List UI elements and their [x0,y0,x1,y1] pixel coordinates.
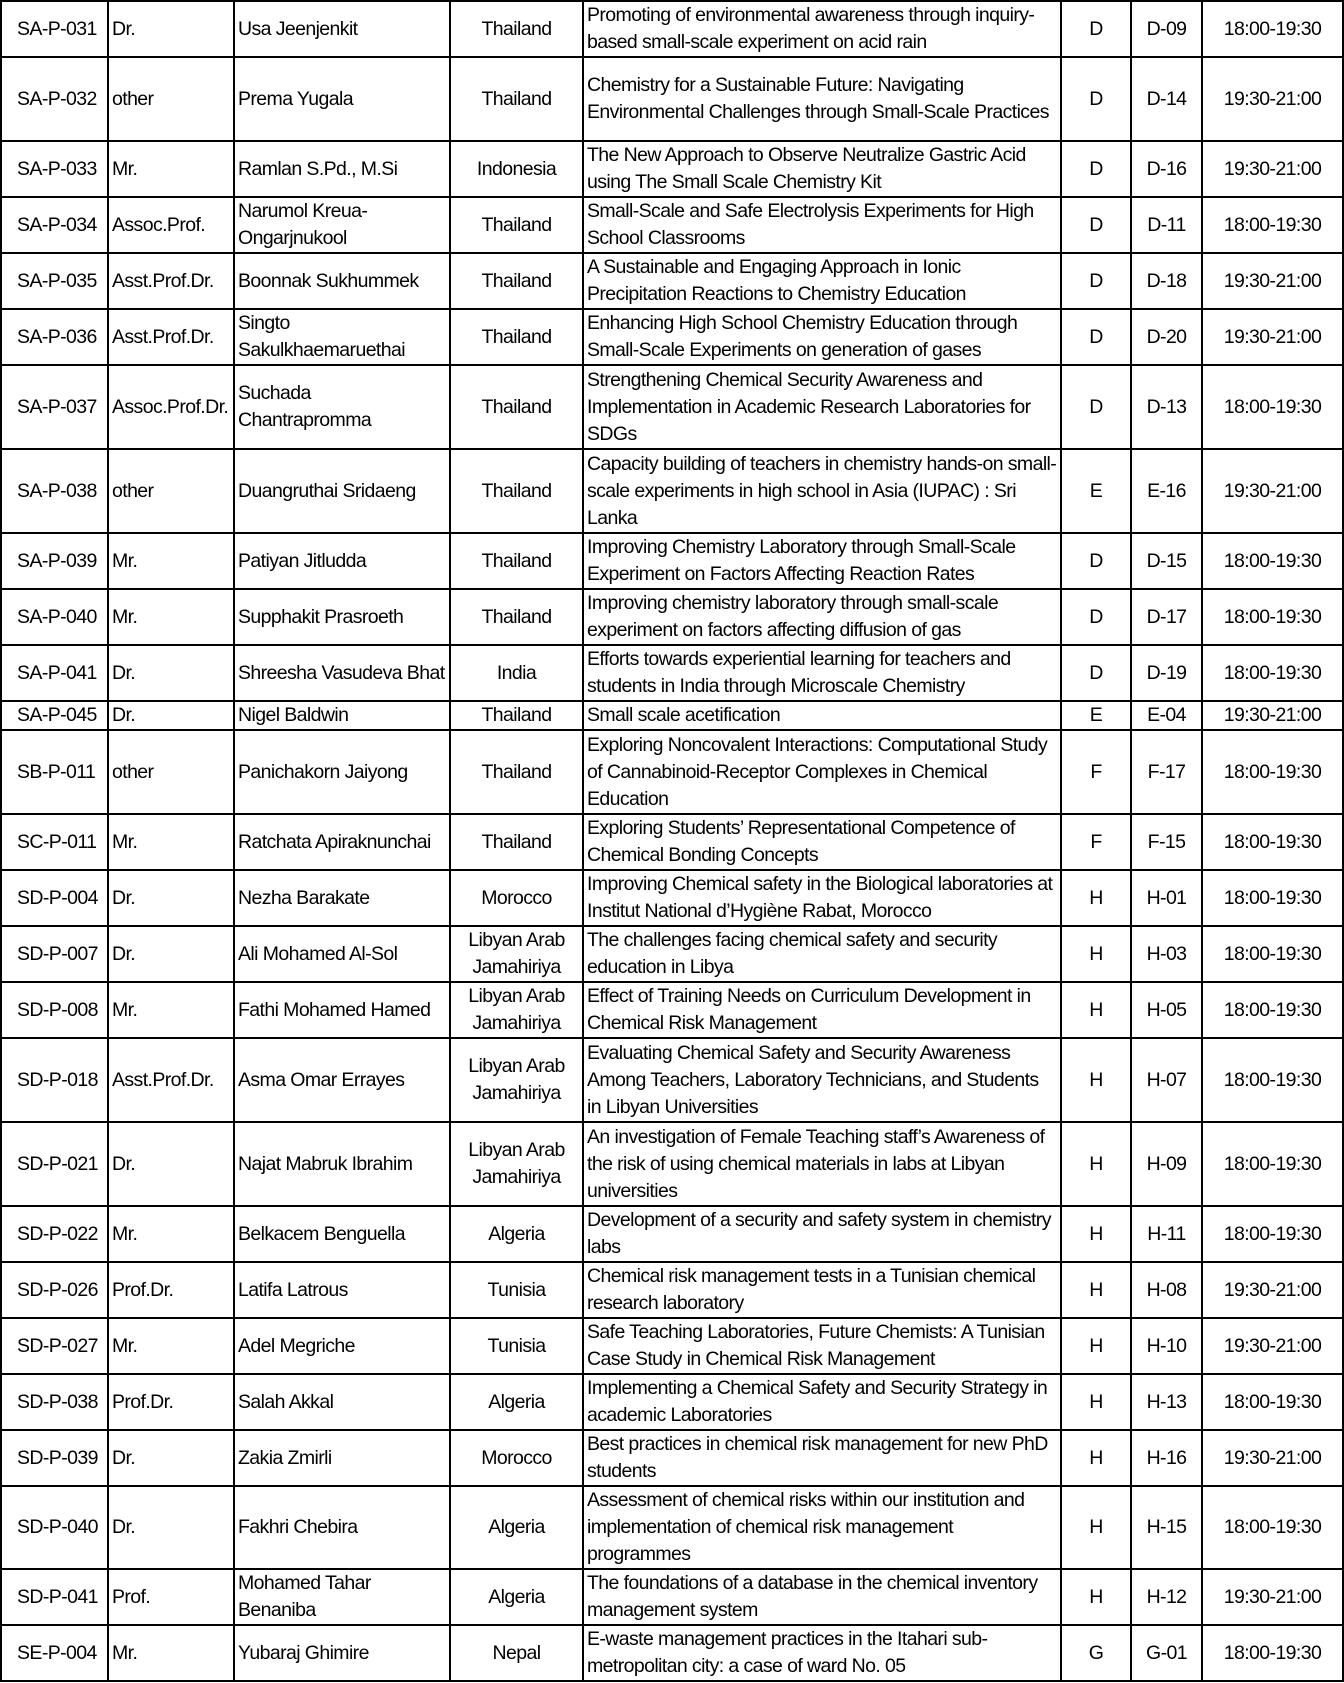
zone: D [1061,57,1131,141]
country: Libyan Arab Jamahiriya [450,1038,583,1122]
presenter-name: Suchada Chantrapromma [234,365,450,449]
presentation-topic: Safe Teaching Laboratories, Future Chemists: A Tunisian Case Study in Chemical Risk Management [583,1318,1061,1374]
table-row [1,1,1343,57]
presenter-name: Supphakit Prasroeth [234,589,450,645]
presenter-title: Prof.Dr. [108,1262,234,1318]
presenter-title: Assoc.Prof.Dr. [108,365,234,449]
poster-code: SB-P-011 [1,730,108,814]
country: Thailand [450,730,583,814]
country: Nepal [450,1625,583,1681]
presenter-name: Yubaraj Ghimire [234,1625,450,1681]
board-number: H-07 [1131,1038,1202,1122]
presentation-topic: Chemical risk management tests in a Tunisian chemical research laboratory [583,1262,1061,1318]
presenter-name: Narumol Kreua-Ongarjnukool [234,197,450,253]
presenter-title: Assoc.Prof. [108,197,234,253]
presentation-topic: An investigation of Female Teaching staff’s Awareness of the risk of using chemical materials in labs at Libyan universities [583,1122,1061,1206]
presentation-topic: Exploring Students’ Representational Competence of Chemical Bonding Concepts [583,814,1061,870]
board-number: D-15 [1131,533,1202,589]
table-row [1,645,1343,701]
presenter-name: Ramlan S.Pd., M.Si [234,141,450,197]
session-time: 19:30-21:00 [1202,1262,1343,1318]
session-time: 18:00-19:30 [1202,1038,1343,1122]
poster-code: SD-P-008 [1,982,108,1038]
presentation-topic: Improving Chemical safety in the Biological laboratories at Institut National d’Hygiène Rabat, Morocco [583,870,1061,926]
zone: H [1061,1486,1131,1569]
poster-code: SD-P-021 [1,1122,108,1206]
country: Tunisia [450,1318,583,1374]
country: Thailand [450,589,583,645]
board-number: H-11 [1131,1206,1202,1262]
presentation-topic: Chemistry for a Sustainable Future: Navigating Environmental Challenges through Small-Scale Practices [583,57,1061,141]
country: Libyan Arab Jamahiriya [450,926,583,982]
table-body [1,1,1343,1681]
poster-code: SA-P-032 [1,57,108,141]
presentation-topic: The challenges facing chemical safety and security education in Libya [583,926,1061,982]
presenter-title: Mr. [108,1318,234,1374]
presentation-topic: Development of a security and safety system in chemistry labs [583,1206,1061,1262]
presentation-topic: Capacity building of teachers in chemistry hands-on small-scale experiments in high school in Asia (IUPAC) : Sri Lanka [583,449,1061,533]
table-row [1,533,1343,589]
board-number: H-03 [1131,926,1202,982]
presentation-topic: Evaluating Chemical Safety and Security Awareness Among Teachers, Laboratory Technicians, and Students in Libyan Universities [583,1038,1061,1122]
zone: H [1061,982,1131,1038]
session-time: 19:30-21:00 [1202,253,1343,309]
zone: D [1061,141,1131,197]
country: Libyan Arab Jamahiriya [450,982,583,1038]
session-time: 19:30-21:00 [1202,141,1343,197]
table-row [1,1569,1343,1625]
board-number: H-05 [1131,982,1202,1038]
board-number: E-04 [1131,701,1202,730]
board-number: H-01 [1131,870,1202,926]
board-number: D-14 [1131,57,1202,141]
presenter-title: Mr. [108,814,234,870]
presenter-title: other [108,730,234,814]
session-time: 18:00-19:30 [1202,1374,1343,1430]
country: Thailand [450,309,583,365]
presenter-name: Panichakorn Jaiyong [234,730,450,814]
table-row [1,57,1343,141]
zone: D [1061,365,1131,449]
country: Thailand [450,449,583,533]
session-time: 18:00-19:30 [1202,645,1343,701]
table-row [1,1262,1343,1318]
poster-code: SA-P-036 [1,309,108,365]
poster-code: SA-P-034 [1,197,108,253]
board-number: H-10 [1131,1318,1202,1374]
poster-code: SA-P-033 [1,141,108,197]
poster-code: SE-P-004 [1,1625,108,1681]
zone: H [1061,1430,1131,1486]
board-number: D-17 [1131,589,1202,645]
zone: H [1061,1569,1131,1625]
presentation-topic: A Sustainable and Engaging Approach in Ionic Precipitation Reactions to Chemistry Education [583,253,1061,309]
table-row [1,1122,1343,1206]
presenter-name: Patiyan Jitludda [234,533,450,589]
country: Thailand [450,814,583,870]
session-time: 18:00-19:30 [1202,982,1343,1038]
table-row [1,1318,1343,1374]
presenter-title: Prof. [108,1569,234,1625]
presenter-title: Prof.Dr. [108,1374,234,1430]
country: Algeria [450,1374,583,1430]
presentation-topic: The New Approach to Observe Neutralize Gastric Acid using The Small Scale Chemistry Kit [583,141,1061,197]
table-row [1,870,1343,926]
table-row [1,197,1343,253]
presenter-title: other [108,449,234,533]
session-time: 19:30-21:00 [1202,309,1343,365]
presenter-name: Usa Jeenjenkit [234,1,450,57]
poster-code: SD-P-027 [1,1318,108,1374]
zone: H [1061,1206,1131,1262]
zone: H [1061,1262,1131,1318]
board-number: D-18 [1131,253,1202,309]
poster-code: SD-P-007 [1,926,108,982]
presentation-topic: Implementing a Chemical Safety and Security Strategy in academic Laboratories [583,1374,1061,1430]
session-time: 18:00-19:30 [1202,814,1343,870]
presentation-topic: Effect of Training Needs on Curriculum Development in Chemical Risk Management [583,982,1061,1038]
presenter-title: Mr. [108,589,234,645]
country: India [450,645,583,701]
poster-code: SA-P-045 [1,701,108,730]
presenter-name: Prema Yugala [234,57,450,141]
session-time: 18:00-19:30 [1202,1206,1343,1262]
presenter-title: Dr. [108,645,234,701]
session-time: 18:00-19:30 [1202,533,1343,589]
presenter-name: Duangruthai Sridaeng [234,449,450,533]
table-row [1,1206,1343,1262]
table-row [1,365,1343,449]
presenter-name: Fakhri Chebira [234,1486,450,1569]
session-time: 18:00-19:30 [1202,197,1343,253]
poster-code: SA-P-039 [1,533,108,589]
zone: E [1061,449,1131,533]
session-time: 19:30-21:00 [1202,449,1343,533]
country: Algeria [450,1569,583,1625]
zone: D [1061,589,1131,645]
country: Libyan Arab Jamahiriya [450,1122,583,1206]
presenter-title: Mr. [108,982,234,1038]
poster-code: SA-P-041 [1,645,108,701]
presenter-title: Dr. [108,870,234,926]
presenter-title: Mr. [108,141,234,197]
zone: D [1061,197,1131,253]
country: Algeria [450,1206,583,1262]
poster-code: SD-P-040 [1,1486,108,1569]
table-row [1,449,1343,533]
zone: H [1061,1318,1131,1374]
zone: H [1061,1038,1131,1122]
country: Thailand [450,533,583,589]
zone: F [1061,814,1131,870]
zone: H [1061,1374,1131,1430]
session-time: 18:00-19:30 [1202,589,1343,645]
presentation-topic: The foundations of a database in the chemical inventory management system [583,1569,1061,1625]
presenter-name: Salah Akkal [234,1374,450,1430]
zone: E [1061,701,1131,730]
presenter-title: Asst.Prof.Dr. [108,1038,234,1122]
table-row [1,1625,1343,1681]
presenter-name: Fathi Mohamed Hamed [234,982,450,1038]
presenter-name: Shreesha Vasudeva Bhat [234,645,450,701]
board-number: H-08 [1131,1262,1202,1318]
poster-code: SA-P-031 [1,1,108,57]
board-number: F-17 [1131,730,1202,814]
zone: D [1061,253,1131,309]
poster-code: SA-P-035 [1,253,108,309]
session-time: 18:00-19:30 [1202,1122,1343,1206]
presenter-title: Asst.Prof.Dr. [108,309,234,365]
presenter-title: Dr. [108,1430,234,1486]
session-time: 19:30-21:00 [1202,1430,1343,1486]
zone: G [1061,1625,1131,1681]
table-row [1,926,1343,982]
table-row [1,309,1343,365]
zone: D [1061,309,1131,365]
poster-code: SD-P-004 [1,870,108,926]
zone: F [1061,730,1131,814]
session-time: 19:30-21:00 [1202,701,1343,730]
presenter-name: Zakia Zmirli [234,1430,450,1486]
presenter-name: Mohamed Tahar Benaniba [234,1569,450,1625]
presenter-name: Asma Omar Errayes [234,1038,450,1122]
zone: H [1061,870,1131,926]
poster-code: SD-P-026 [1,1262,108,1318]
country: Morocco [450,870,583,926]
presenter-title: Asst.Prof.Dr. [108,253,234,309]
country: Thailand [450,701,583,730]
table-row [1,589,1343,645]
table-row [1,1486,1343,1569]
country: Thailand [450,1,583,57]
session-time: 19:30-21:00 [1202,1569,1343,1625]
board-number: D-19 [1131,645,1202,701]
table-row [1,1374,1343,1430]
country: Algeria [450,1486,583,1569]
poster-code: SA-P-038 [1,449,108,533]
session-time: 19:30-21:00 [1202,1318,1343,1374]
table-row [1,1038,1343,1122]
board-number: H-09 [1131,1122,1202,1206]
presenter-title: Dr. [108,1122,234,1206]
presentation-topic: E-waste management practices in the Itahari sub-metropolitan city: a case of ward No. 05 [583,1625,1061,1681]
board-number: F-15 [1131,814,1202,870]
session-time: 18:00-19:30 [1202,1486,1343,1569]
zone: D [1061,533,1131,589]
session-time: 18:00-19:30 [1202,365,1343,449]
poster-code: SD-P-041 [1,1569,108,1625]
poster-code: SA-P-040 [1,589,108,645]
table-row [1,1430,1343,1486]
session-time: 18:00-19:30 [1202,926,1343,982]
presentation-topic: Exploring Noncovalent Interactions: Computational Study of Cannabinoid-Receptor Complexes in Chemical Education [583,730,1061,814]
country: Tunisia [450,1262,583,1318]
country: Thailand [450,197,583,253]
board-number: D-09 [1131,1,1202,57]
session-time: 18:00-19:30 [1202,1625,1343,1681]
zone: D [1061,645,1131,701]
presenter-name: Najat Mabruk Ibrahim [234,1122,450,1206]
presenter-name: Nezha Barakate [234,870,450,926]
session-time: 19:30-21:00 [1202,57,1343,141]
poster-code: SD-P-022 [1,1206,108,1262]
country: Indonesia [450,141,583,197]
presenter-name: Singto Sakulkhaemaruethai [234,309,450,365]
presenter-name: Latifa Latrous [234,1262,450,1318]
presenter-title: Dr. [108,926,234,982]
country: Thailand [450,365,583,449]
presentation-topic: Small scale acetification [583,701,1061,730]
board-number: H-16 [1131,1430,1202,1486]
presenter-name: Adel Megriche [234,1318,450,1374]
presenter-name: Nigel Baldwin [234,701,450,730]
presenter-title: Dr. [108,701,234,730]
presentation-topic: Enhancing High School Chemistry Education through Small-Scale Experiments on generation of gases [583,309,1061,365]
country: Morocco [450,1430,583,1486]
table-row [1,253,1343,309]
board-number: H-15 [1131,1486,1202,1569]
presentation-topic: Strengthening Chemical Security Awareness and Implementation in Academic Research Laboratories for SDGs [583,365,1061,449]
table-row [1,701,1343,730]
table-row [1,982,1343,1038]
presenter-name: Ratchata Apiraknunchai [234,814,450,870]
session-time: 18:00-19:30 [1202,1,1343,57]
board-number: D-13 [1131,365,1202,449]
board-number: D-11 [1131,197,1202,253]
session-time: 18:00-19:30 [1202,870,1343,926]
zone: H [1061,1122,1131,1206]
country: Thailand [450,253,583,309]
table-row [1,814,1343,870]
presentation-topic: Improving Chemistry Laboratory through Small-Scale Experiment on Factors Affecting Reaction Rates [583,533,1061,589]
presenter-title: Dr. [108,1,234,57]
poster-code: SD-P-039 [1,1430,108,1486]
presenter-name: Boonnak Sukhummek [234,253,450,309]
session-time: 18:00-19:30 [1202,730,1343,814]
zone: H [1061,926,1131,982]
poster-code: SA-P-037 [1,365,108,449]
presenter-title: Mr. [108,1206,234,1262]
table-row [1,730,1343,814]
presenter-title: Dr. [108,1486,234,1569]
poster-code: SD-P-038 [1,1374,108,1430]
board-number: G-01 [1131,1625,1202,1681]
presenter-name: Belkacem Benguella [234,1206,450,1262]
poster-code: SD-P-018 [1,1038,108,1122]
country: Thailand [450,57,583,141]
presenter-name: Ali Mohamed Al-Sol [234,926,450,982]
presentation-topic: Assessment of chemical risks within our institution and implementation of chemical risk management programmes [583,1486,1061,1569]
presentation-topic: Efforts towards experiential learning for teachers and students in India through Microscale Chemistry [583,645,1061,701]
presentation-topic: Promoting of environmental awareness through inquiry-based small-scale experiment on acid rain [583,1,1061,57]
board-number: D-20 [1131,309,1202,365]
board-number: H-13 [1131,1374,1202,1430]
board-number: D-16 [1131,141,1202,197]
presentation-topic: Improving chemistry laboratory through small-scale experiment on factors affecting diffusion of gas [583,589,1061,645]
poster-code: SC-P-011 [1,814,108,870]
board-number: E-16 [1131,449,1202,533]
zone: D [1061,1,1131,57]
presentation-topic: Small-Scale and Safe Electrolysis Experiments for High School Classrooms [583,197,1061,253]
presenter-title: Mr. [108,533,234,589]
presenter-title: Mr. [108,1625,234,1681]
board-number: H-12 [1131,1569,1202,1625]
table-row [1,141,1343,197]
presenter-title: other [108,57,234,141]
presentation-topic: Best practices in chemical risk management for new PhD students [583,1430,1061,1486]
